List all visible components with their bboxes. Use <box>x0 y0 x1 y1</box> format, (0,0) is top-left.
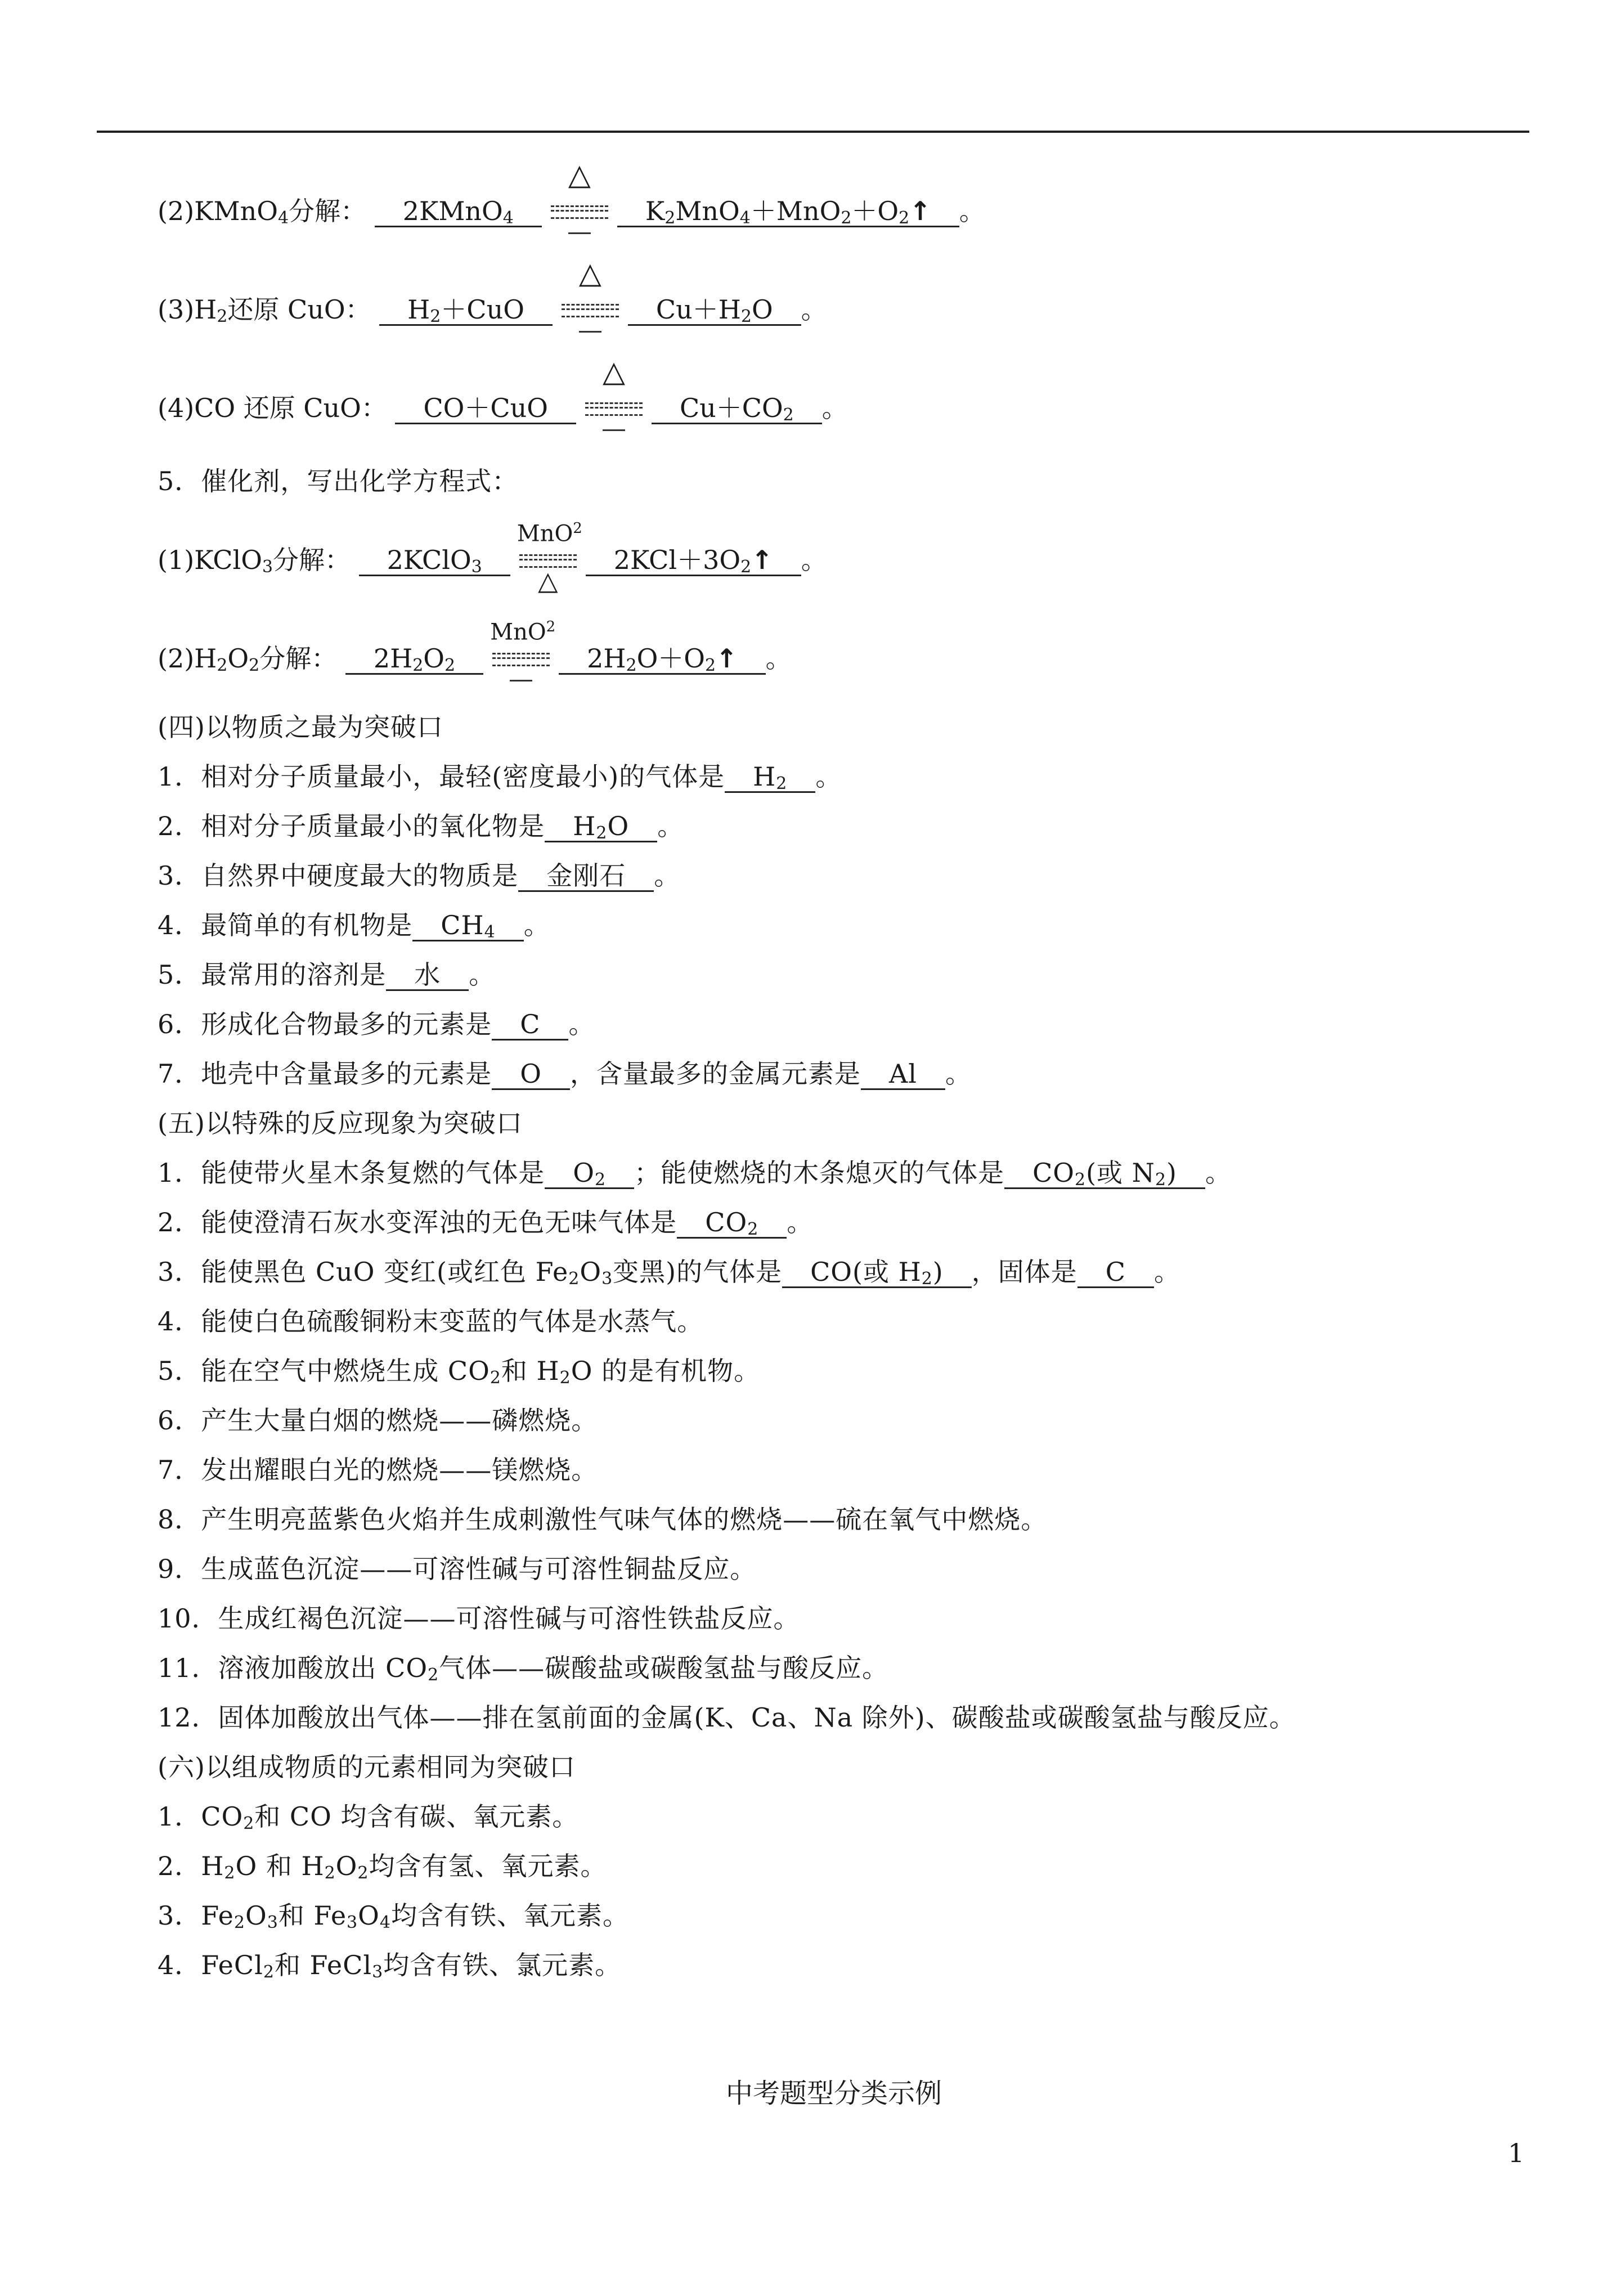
sec5-item-4: 4．能使白色硫酸铜粉末变蓝的气体是水蒸气。 <box>158 1306 704 1337</box>
sec4-item-6: 6．形成化合物最多的元素是 C 。 <box>158 1009 595 1039</box>
answer-blank: $H_2$ <box>725 762 815 793</box>
answer-blank: Al <box>861 1059 945 1090</box>
catalyst-heading: 5．催化剂，写出化学方程式： <box>158 466 519 496</box>
eq-kclo3: (1)KClO$_3$分解： 2KClO$_3$ MnO$^2$ △ $2KCl+3O_2↑$ 。 <box>158 520 827 596</box>
sec5-item-7: 7．发出耀眼白光的燃烧——镁燃烧。 <box>158 1455 598 1485</box>
sec6-item-3: 3．$Fe_2O_3$和 $Fe_3O_4$均含有铁、氧元素。 <box>158 1900 629 1932</box>
eq-h2o2: $(2)H_2O_2$分解： $2H_2O_2$ MnO$^2$ $2H_2O+O_2↑$ 。 <box>158 642 792 675</box>
sec5-item-5: 5．能在空气中燃烧生成 $CO_2$和 $H_2O$ 的是有机物。 <box>158 1356 761 1388</box>
sec5-item-2: 2．能使澄清石灰水变浑浊的无色无味气体是 $CO_2$ 。 <box>158 1207 814 1239</box>
sec5-item-6: 6．产生大量白烟的燃烧——磷燃烧。 <box>158 1405 598 1436</box>
header-rule <box>97 131 1529 133</box>
answer-blank: 金刚石 <box>518 861 654 892</box>
heat-sign: △ <box>549 196 610 230</box>
answer-blank: $H_2O$ <box>545 811 657 842</box>
answer-blank: 2KClO$_3$ <box>359 545 510 576</box>
sec6-heading: (六)以组成物质的元素相同为突破口 <box>158 1752 576 1782</box>
sec4-item-3: 3．自然界中硬度最大的物质是 金刚石 。 <box>158 860 681 891</box>
heat-sign: △ <box>559 295 621 329</box>
sec4-heading: (四)以物质之最为突破口 <box>158 712 443 742</box>
eq-h2-cuo: $(3)H_2$还原 CuO： $H_2+CuO$ △ $Cu+H_2O$ 。 <box>158 293 827 326</box>
sec5-item-3: 3．能使黑色 CuO 变红(或红色 $Fe_2O_3$变黑)的气体是 CO(或 $H_2$) ，固体是 C 。 <box>158 1257 1180 1289</box>
eq-co-cuo: (4)CO 还原 CuO： CO＋CuO △ $Cu+CO_2$ 。 <box>158 391 848 425</box>
answer-blank: $2H_2O_2$ <box>345 644 483 675</box>
answer-blank: O <box>492 1059 570 1090</box>
eq-kmno4: (2)KMnO$_4$分解： 2KMnO$_4$ △ $K_2MnO_4+MnO_2+O_2↑$ 。 <box>158 194 985 228</box>
answer-blank: $CO_2$(或 $N_2$) <box>1004 1158 1205 1189</box>
sec5-item-10: 10．生成红褐色沉淀——可溶性碱与可溶性铁盐反应。 <box>158 1603 800 1634</box>
sec4-item-1: 1．相对分子质量最小，最轻(密度最小)的气体是 $H_2$ 。 <box>158 761 842 793</box>
answer-blank: $O_2$ <box>545 1158 634 1189</box>
answer-blank: CO(或 $H_2$) <box>782 1257 972 1288</box>
sec4-item-4: 4．最简单的有机物是 $CH_4$ 。 <box>158 910 550 942</box>
sec6-item-4: 4．FeCl$_2$和 FeCl$_3$均含有铁、氯元素。 <box>158 1950 622 1982</box>
answer-blank: $CO_2$ <box>677 1208 787 1239</box>
sec5-heading: (五)以特殊的反应现象为突破口 <box>158 1108 523 1138</box>
sec5-item-12: 12．固体加酸放出气体——排在氢前面的金属(K、Ca、Na 除外)、碳酸盐或碳酸氢盐与酸反应。 <box>158 1702 1296 1733</box>
catalyst-sign: MnO$^2$ <box>490 644 552 678</box>
sec4-item-2: 2．相对分子质量最小的氧化物是 $H_2O$ 。 <box>158 811 684 843</box>
sec5-item-9: 9．生成蓝色沉淀——可溶性碱与可溶性铜盐反应。 <box>158 1554 757 1584</box>
answer-blank: $2KCl+3O_2↑$ <box>586 545 801 576</box>
heat-sign: △ <box>583 393 645 427</box>
answer-blank: CO＋CuO <box>395 393 576 424</box>
answer-blank: $K_2MnO_4+MnO_2+O_2↑$ <box>617 196 959 227</box>
answer-blank: $2H_2O+O_2↑$ <box>559 644 766 675</box>
answer-blank: $H_2+CuO$ <box>379 295 553 326</box>
answer-blank: $CH_4$ <box>412 911 523 941</box>
answer-blank: 水 <box>386 960 469 991</box>
answer-blank: 2KMnO$_4$ <box>375 196 542 227</box>
answer-blank: $Cu+CO_2$ <box>652 393 822 424</box>
answer-blank: C <box>1077 1257 1154 1288</box>
sec6-item-1: 1．$CO_2$和 CO 均含有碳、氧元素。 <box>158 1801 579 1833</box>
footer-title: 中考题型分类示例 <box>726 2078 942 2109</box>
sec5-item-1: 1．能使带火星木条复燃的气体是 $O_2$ ；能使燃烧的木条熄灭的气体是 $CO_2$(或 $N_2$) 。 <box>158 1158 1232 1190</box>
catalyst-heat-sign: MnO$^2$ △ <box>517 520 582 596</box>
sec4-item-5: 5．最常用的溶剂是 水 。 <box>158 959 496 990</box>
page-number: 1 <box>1508 2138 1525 2168</box>
sec5-item-8: 8．产生明亮蓝紫色火焰并生成刺激性气味气体的燃烧——硫在氧气中燃烧。 <box>158 1504 1048 1535</box>
answer-blank: C <box>492 1010 568 1041</box>
sec5-item-11: 11．溶液加酸放出 $CO_2$气体——碳酸盐或碳酸氢盐与酸反应。 <box>158 1653 889 1685</box>
sec6-item-2: 2．$H_2O$ 和 $H_2O_2$均含有氢、氧元素。 <box>158 1851 607 1883</box>
answer-blank: $Cu+H_2O$ <box>628 295 801 326</box>
sec4-item-7: 7．地壳中含量最多的元素是 O ，含量最多的金属元素是 Al 。 <box>158 1059 972 1089</box>
